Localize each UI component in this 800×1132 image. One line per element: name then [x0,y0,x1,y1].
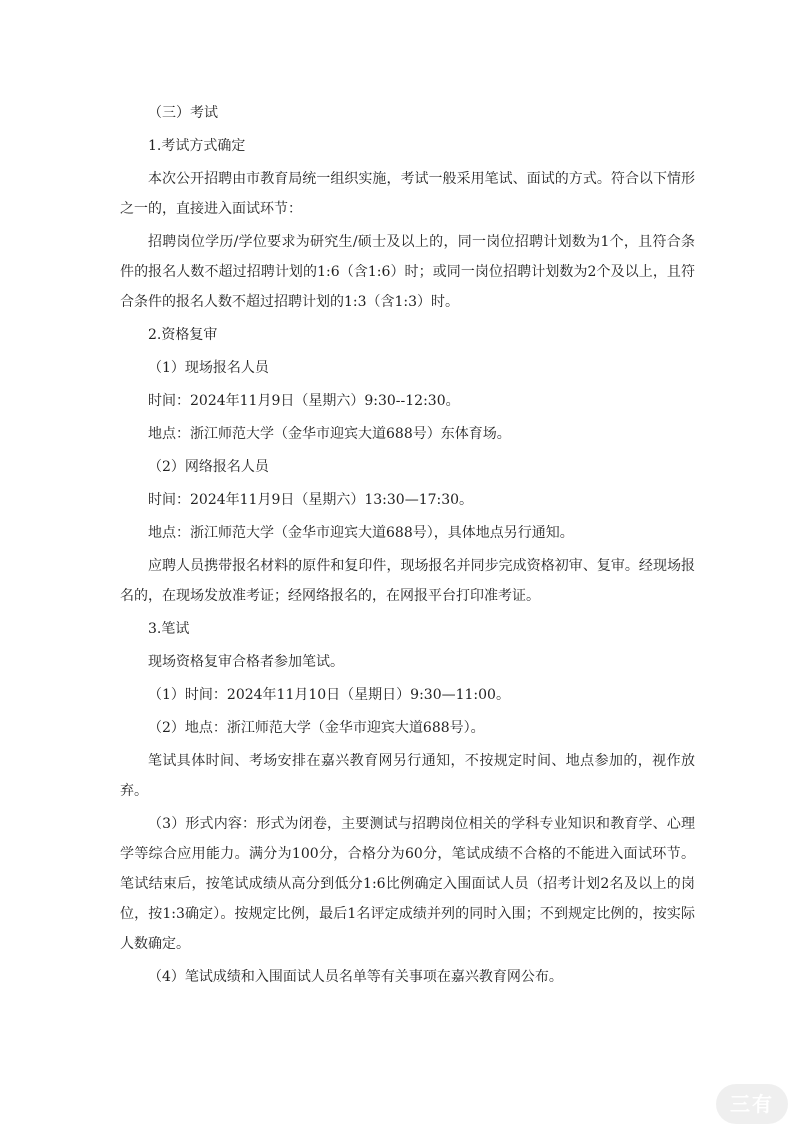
onsite-time: 时间：2024年11月9日（星期六）9:30--12:30。 [148,393,460,409]
subheading-written-exam: 3.笔试 [148,621,190,637]
online-location: 地点：浙江师范大学（金华市迎宾大道688号），具体地点另行通知。 [148,525,574,541]
paragraph-exam-format: （3）形式内容：形式为闭卷，主要测试与招聘岗位相关的学科专业知识和教育学、心理学等综合应用能力。满分为100分，合格分为60分，笔试成绩不合格的不能进入面试环节。笔试结束后，按笔试成绩从高分到低分1:6比例确定入围面试人员（招考计划2名及以上的岗位，按1:3确定）。按规定比例，最后1名评定成绩并列的同时入围；不到规定比例的，按实际人数确定。 [120,816,695,952]
paragraph-direct-interview-condition: 招聘岗位学历/学位要求为研究生/硕士及以上的，同一岗位招聘计划数为1个，且符合条件的报名人数不超过招聘计划的1:6（含1:6）时；或同一岗位招聘计划数为2个及以上，且符合条件的报名人数不超过招聘计划的1:3（含1:3）时。 [120,234,695,310]
section-heading-exam: （三）考试 [148,105,218,121]
item-onsite-registrants: （1）现场报名人员 [148,360,269,376]
item-online-registrants: （2）网络报名人员 [148,459,269,475]
watermark-logo: 三有 [716,1084,788,1124]
written-exam-time: （1）时间：2024年11月10日（星期日）9:30—11:00。 [148,687,510,703]
subheading-exam-method: 1.考试方式确定 [148,138,246,154]
paragraph-materials: 应聘人员携带报名材料的原件和复印件，现场报名并同步完成资格初审、复审。经现场报名的，在现场发放准考证；经网络报名的，在网报平台打印准考证。 [120,558,695,604]
onsite-location: 地点：浙江师范大学（金华市迎宾大道688号）东体育场。 [148,426,511,442]
subheading-qualification-review: 2.资格复审 [148,327,218,343]
written-exam-location: （2）地点：浙江师范大学（金华市迎宾大道688号）。 [148,720,485,736]
online-time: 时间：2024年11月9日（星期六）13:30—17:30。 [148,492,474,508]
paragraph-exam-intro: 本次公开招聘由市教育局统一组织实施，考试一般采用笔试、面试的方式。符合以下情形之一的，直接进入面试环节： [120,171,695,217]
paragraph-exam-arrangement: 笔试具体时间、考场安排在嘉兴教育网另行通知，不按规定时间、地点参加的，视作放弃。 [120,753,695,799]
paragraph-written-exam-eligibility: 现场资格复审合格者参加笔试。 [148,654,344,670]
document-body [120,98,695,995]
paragraph-results-announcement: （4）笔试成绩和入围面试人员名单等有关事项在嘉兴教育网公布。 [148,969,563,985]
